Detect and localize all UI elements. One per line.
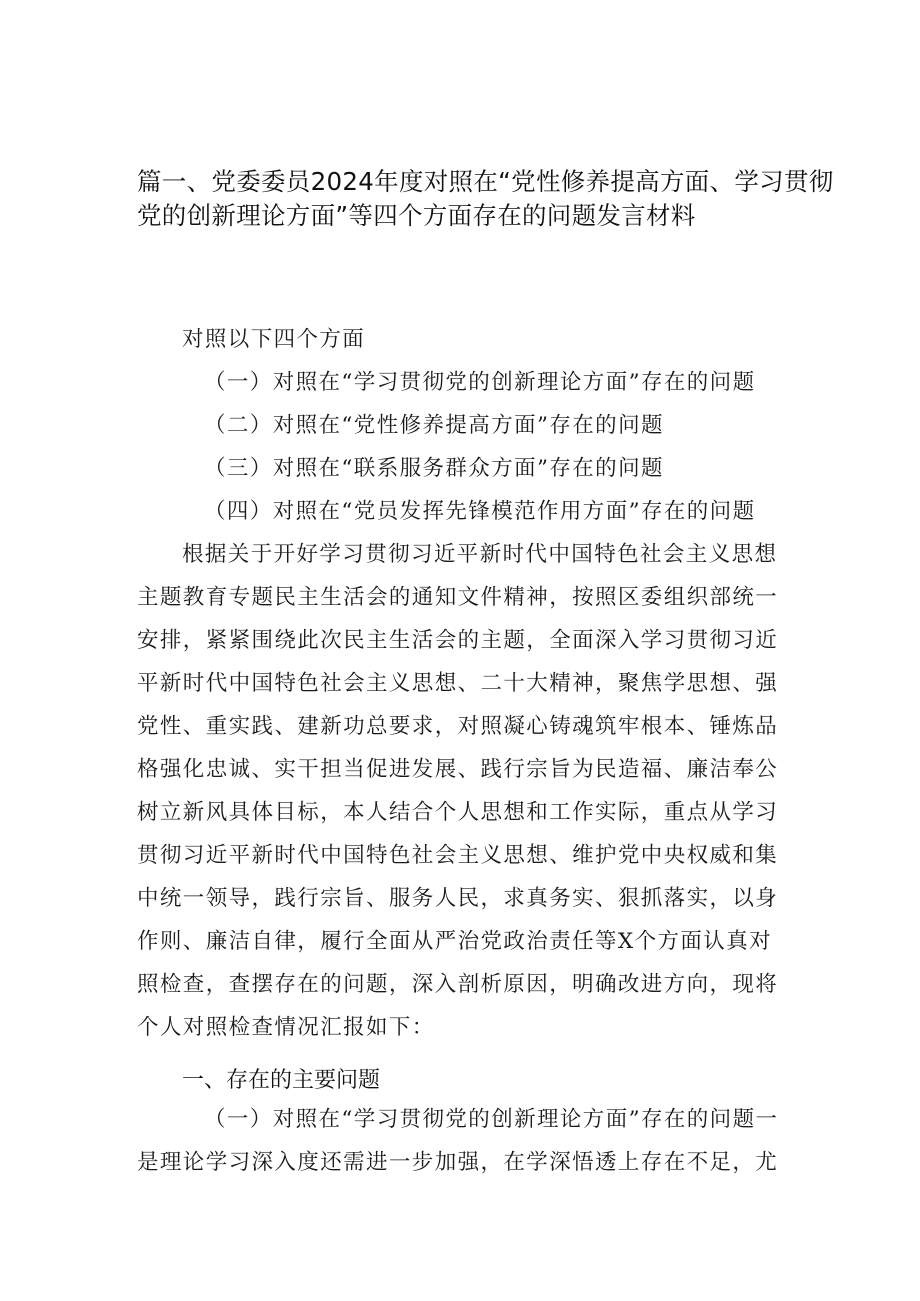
aspect-item-3: （三）对照在“联系服务群众方面”存在的问题 [204, 456, 664, 481]
section-paragraph-line: 是理论学习深入度还需进一步加强，在学深悟透上存在不足，尤 [137, 1150, 779, 1175]
aspect-item-4: （四）对照在“党员发挥先锋模范作用方面”存在的问题 [204, 499, 756, 524]
paragraph-line: 作则、廉洁自律，履行全面从严治党政治责任等X个方面认真对 [137, 929, 773, 954]
paragraph-line: 照检查，查摆存在的问题，深入剖析原因，明确改进方向，现将 [137, 972, 779, 997]
section-paragraph-line: （一）对照在“学习贯彻党的创新理论方面”存在的问题一 [204, 1107, 779, 1132]
paragraph-line: 中统一领导，践行宗旨、服务人民，求真务实、狠抓落实，以身 [137, 886, 779, 911]
aspect-item-2: （二）对照在“党性修养提高方面”存在的问题 [204, 413, 664, 438]
document-title-line-1: 篇一、党委委员2024年度对照在“党性修养提高方面、学习贯彻 [137, 167, 834, 196]
section-heading: 一、存在的主要问题 [182, 1068, 381, 1093]
paragraph-line: 党性、重实践、建新功总要求，对照凝心铸魂筑牢根本、锤炼品 [137, 714, 779, 739]
paragraph-line: 平新时代中国特色社会主义思想、二十大精神，聚焦学思想、强 [137, 671, 779, 696]
paragraph-line: 根据关于开好学习贯彻习近平新时代中国特色社会主义思想 [182, 542, 778, 567]
paragraph-line: 主题教育专题民主生活会的通知文件精神，按照区委组织部统一 [137, 585, 779, 610]
paragraph-line: 树立新风具体目标，本人结合个人思想和工作实际，重点从学习 [137, 800, 779, 825]
paragraph-line: 安排，紧紧围绕此次民主生活会的主题，全面深入学习贯彻习近 [137, 628, 779, 653]
paragraph-line: 贯彻习近平新时代中国特色社会主义思想、维护党中央权威和集 [137, 843, 779, 868]
intro-text: 对照以下四个方面 [182, 327, 366, 352]
paragraph-line: 个人对照检查情况汇报如下： [137, 1015, 435, 1040]
aspect-item-1: （一）对照在“学习贯彻党的创新理论方面”存在的问题 [204, 370, 756, 395]
paragraph-line: 格强化忠诚、实干担当促进发展、践行宗旨为民造福、廉洁奉公 [137, 757, 779, 782]
document-title-line-2: 党的创新理论方面”等四个方面存在的问题发言材料 [137, 201, 696, 230]
